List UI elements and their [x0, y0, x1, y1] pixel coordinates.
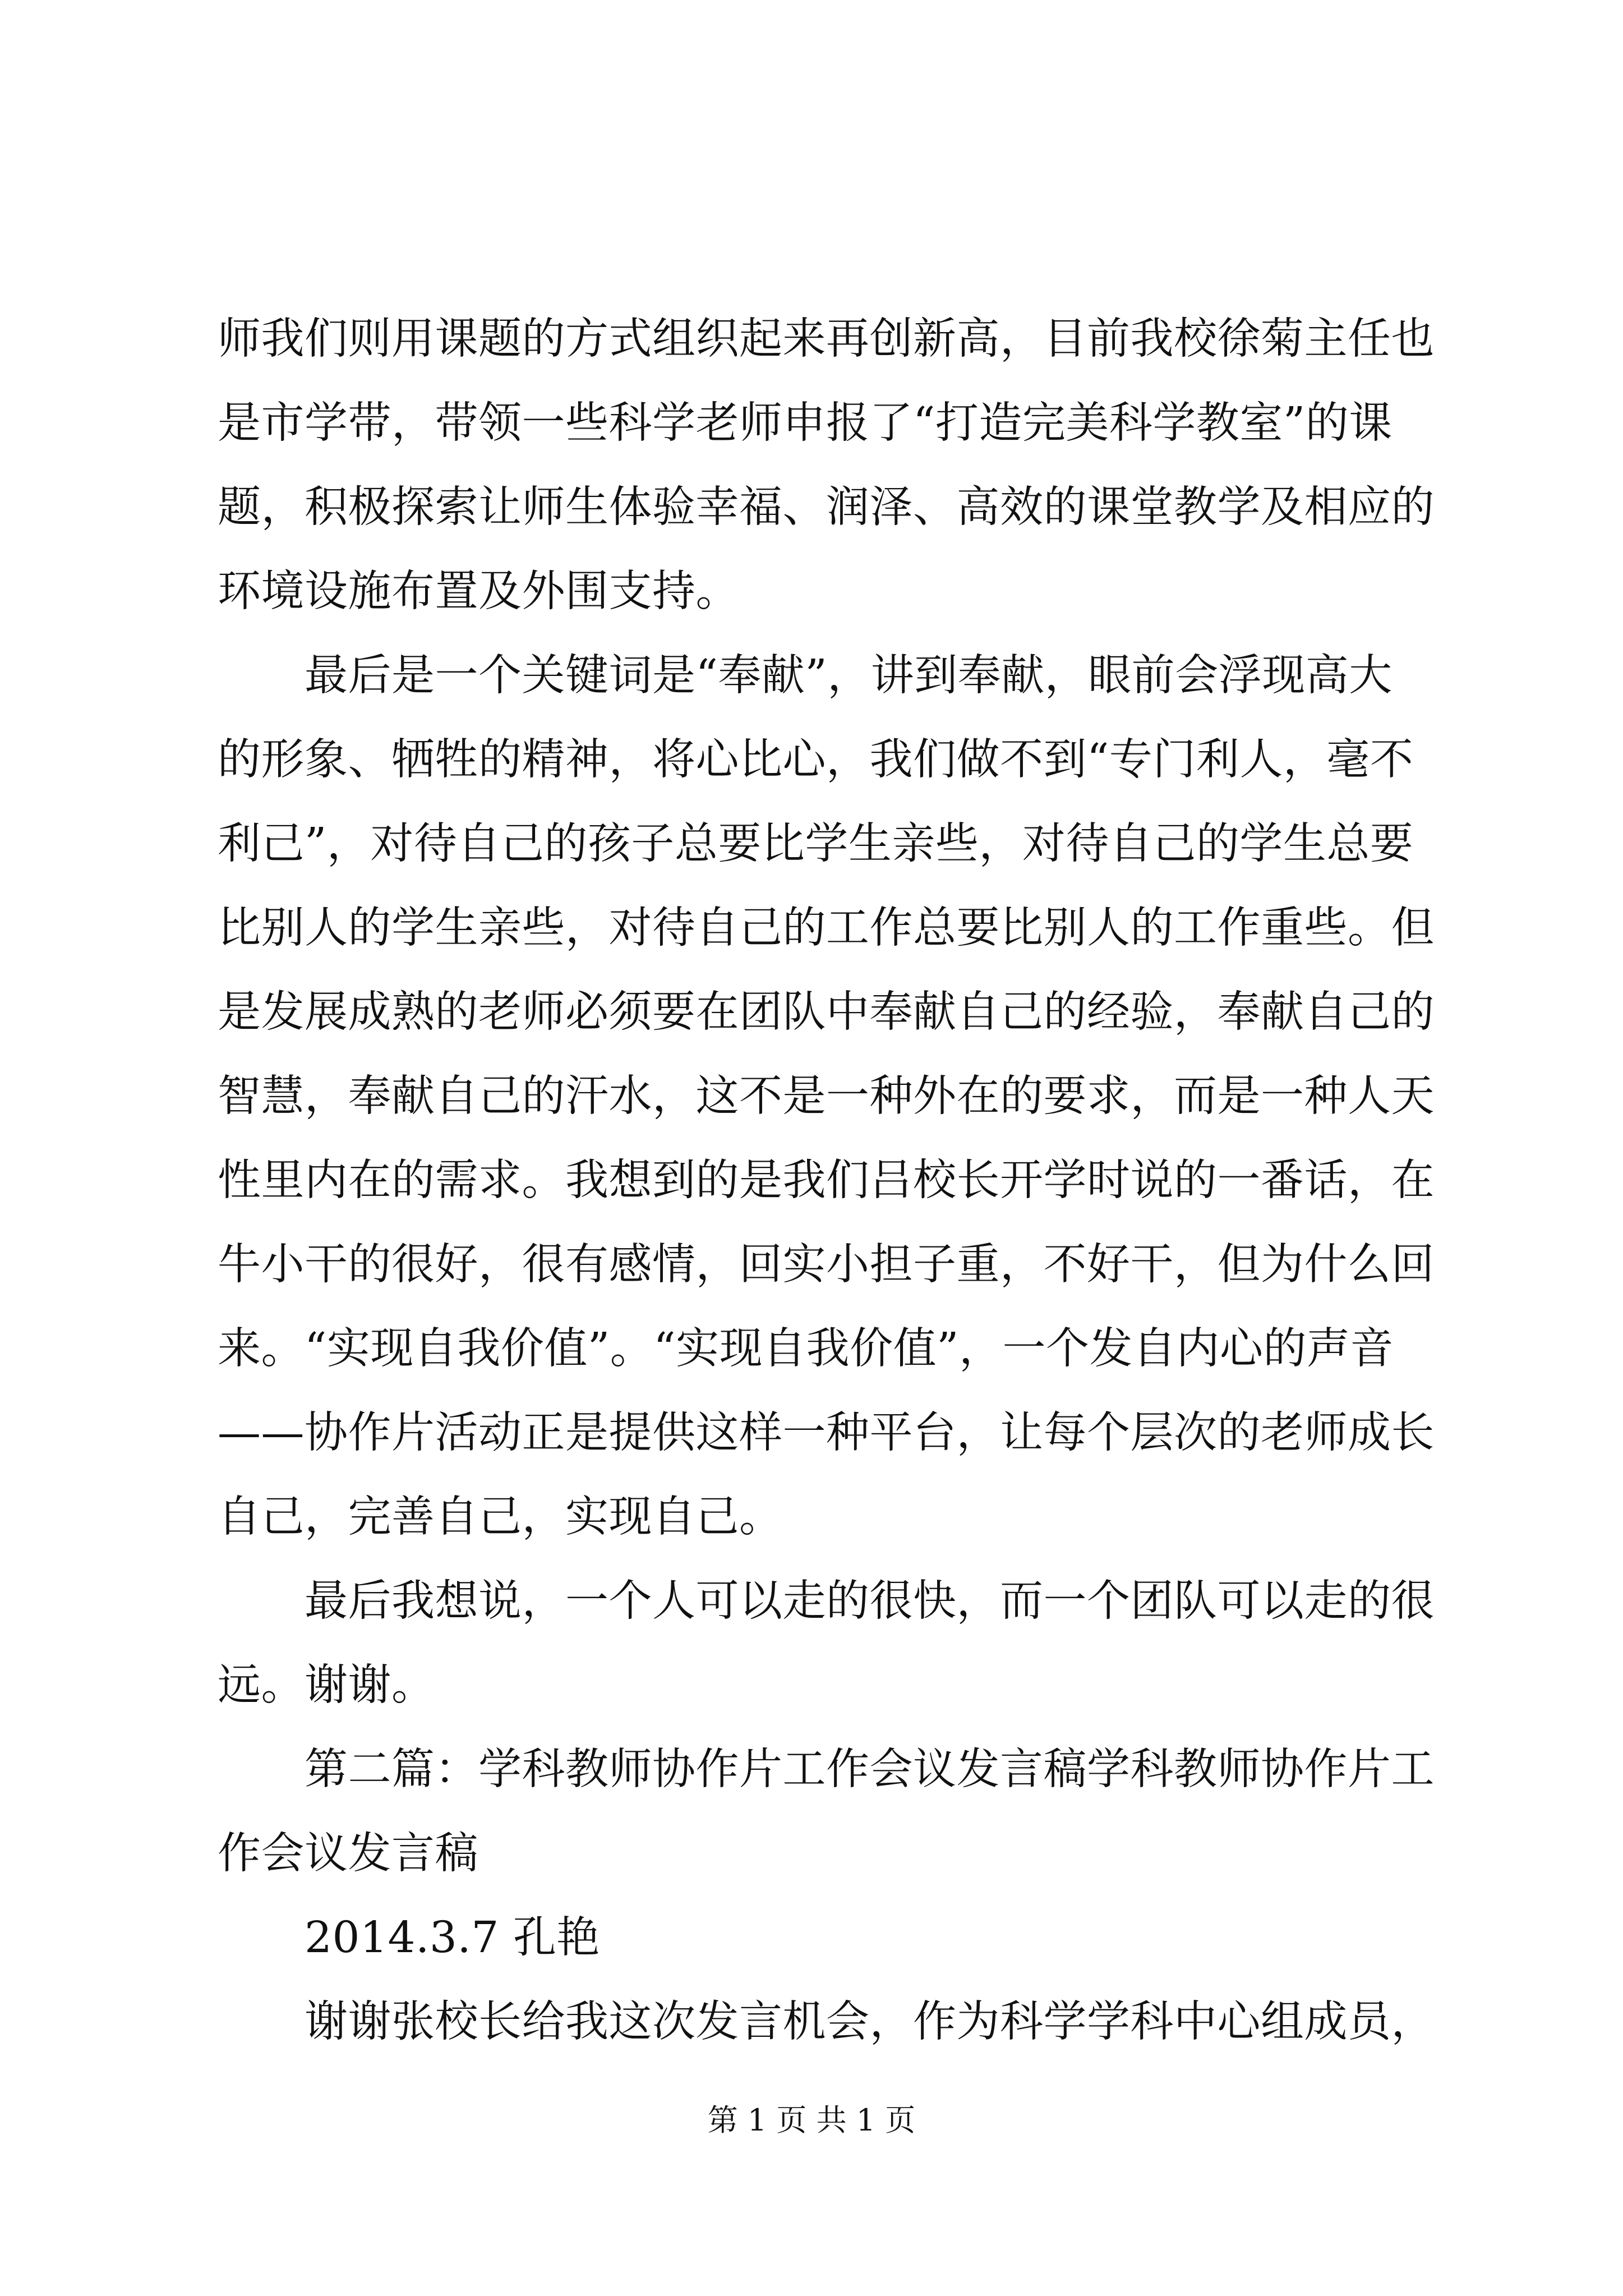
- text-line: 环境设施布置及外围支持。: [218, 567, 739, 616]
- text-line: ——协作片活动正是提供这样一种平台，让每个层次的老师成长: [218, 1408, 1435, 1458]
- document-body: [218, 297, 1435, 2064]
- text-line: 自己，完善自己，实现自己。: [218, 1492, 783, 1542]
- text-line: 比别人的学生亲些，对待自己的工作总要比别人的工作重些。但: [218, 903, 1435, 953]
- text-line: 远。谢谢。: [218, 1660, 435, 1710]
- text-line: 师我们则用课题的方式组织起来再创新高，目前我校徐菊主任也: [218, 314, 1435, 364]
- text-line: 牛小干的很好，很有感情，回实小担子重，不好干，但为什么回: [218, 1240, 1435, 1290]
- text-line: 性里内在的需求。我想到的是我们吕校长开学时说的一番话，在: [218, 1156, 1435, 1205]
- text-line: 来。“实现自我价值”。“实现自我价值”，一个发自内心的声音: [218, 1324, 1394, 1374]
- paragraph-start-line: 最后是一个关键词是“奉献”，讲到奉献，眼前会浮现高大: [305, 651, 1393, 701]
- text-line: 智慧，奉献自己的汗水，这不是一种外在的要求，而是一种人天: [218, 1071, 1435, 1121]
- text-line: 是发展成熟的老师必须要在团队中奉献自己的经验，奉献自己的: [218, 987, 1435, 1037]
- paragraph-start-line: 谢谢张校长给我这次发言机会，作为科学学科中心组成员，: [305, 1997, 1435, 2047]
- page-number-footer: 第 1 页 共 1 页: [707, 2102, 916, 2138]
- date-author-line: 2014.3.7 孔艳: [305, 1913, 600, 1963]
- paragraph-start-line: 最后我想说，一个人可以走的很快，而一个团队可以走的很: [305, 1576, 1435, 1626]
- section-heading-line: 第二篇：学科教师协作片工作会议发言稿学科教师协作片工: [305, 1745, 1435, 1795]
- text-line: 利己”，对待自己的孩子总要比学生亲些，对待自己的学生总要: [218, 819, 1414, 869]
- text-line: 的形象、牺牲的精神，将心比心，我们做不到“专门利人，毫不: [218, 735, 1414, 785]
- section-heading-line: 作会议发言稿: [218, 1829, 478, 1879]
- text-line: 是市学带，带领一些科学老师申报了“打造完美科学教室”的课: [218, 398, 1393, 448]
- text-line: 题，积极探索让师生体验幸福、润泽、高效的课堂教学及相应的: [218, 482, 1435, 532]
